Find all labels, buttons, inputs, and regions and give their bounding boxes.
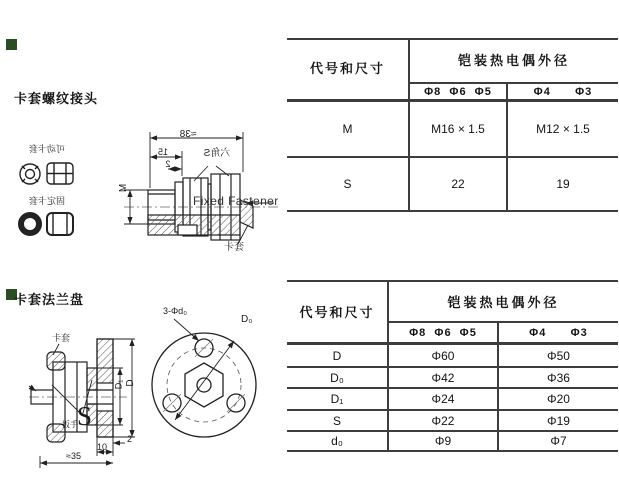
table-value: Φ42 bbox=[431, 370, 455, 385]
flange-section-heading: 卡套法兰盘 bbox=[14, 292, 85, 307]
dim-thread-label: M bbox=[118, 183, 129, 193]
joint-table bbox=[287, 38, 618, 212]
flange-front-view bbox=[148, 303, 283, 463]
row-label: D₀ bbox=[330, 370, 344, 385]
table-value: M12 × 1.5 bbox=[536, 122, 590, 136]
table-value: Φ22 bbox=[431, 413, 455, 428]
movable-ferrule-label: 可动卡套 bbox=[29, 144, 66, 154]
subheader-diameters-left: Φ8 Φ6 Φ5 bbox=[424, 85, 492, 98]
dim-lip-label: 2 bbox=[127, 434, 133, 444]
dim-total-width-label: ≈38 bbox=[179, 129, 197, 140]
joint-section-heading: 卡套螺纹接头 bbox=[14, 91, 99, 106]
fixed-ferrule-label: 固定卡套 bbox=[29, 196, 66, 206]
table-value: Φ36 bbox=[547, 370, 570, 385]
table-value: 22 bbox=[451, 177, 465, 191]
table-value: Φ50 bbox=[547, 348, 570, 363]
dim-boss-label: D₁ bbox=[113, 379, 124, 390]
table-rule bbox=[287, 210, 618, 212]
group-header-sheath-od: 铠装热电偶外径 bbox=[457, 52, 570, 68]
table-value: Φ9 bbox=[434, 434, 452, 448]
bolt-holes-label: 3-Φd₀ bbox=[163, 306, 187, 316]
subheader-diameters-left: Φ8 Φ6 Φ5 bbox=[409, 326, 477, 339]
wrench-size-letter: S bbox=[77, 401, 93, 431]
flange-face bbox=[152, 333, 256, 437]
table-value: Φ60 bbox=[431, 348, 455, 363]
dim-15-label: 15 bbox=[158, 147, 169, 157]
flange-table bbox=[287, 280, 618, 452]
row-label: D₁ bbox=[330, 392, 344, 406]
hex-flats-label: 六角S bbox=[203, 148, 231, 159]
dimension-lines bbox=[174, 319, 234, 420]
row-label: M bbox=[342, 122, 353, 136]
watermark-text: Fixed Fastener bbox=[193, 194, 279, 208]
row-label: d₀ bbox=[331, 434, 343, 448]
dim-od-label: D bbox=[125, 379, 136, 387]
section-bullet-square bbox=[6, 39, 17, 50]
table-value: Φ19 bbox=[547, 413, 570, 428]
table-value: Φ24 bbox=[431, 392, 455, 406]
col-header-code-size: 代号和尺寸 bbox=[299, 305, 375, 320]
ferrule-callout-label: 卡套 bbox=[52, 333, 71, 343]
dim-2-label: 2 bbox=[165, 159, 171, 169]
row-label: S bbox=[343, 177, 352, 191]
ferrule-callout-label: 卡套 bbox=[224, 242, 244, 253]
subheader-diameters-right: Φ4 Φ3 bbox=[533, 85, 593, 98]
col-header-code-size: 代号和尺寸 bbox=[309, 61, 385, 76]
row-label: D bbox=[332, 348, 342, 363]
table-value: Φ20 bbox=[547, 392, 570, 406]
bolt-circle-label: D₀ bbox=[241, 314, 253, 325]
table-value: M16 × 1.5 bbox=[431, 122, 485, 136]
subheader-diameters-right: Φ4 Φ3 bbox=[529, 326, 588, 339]
table-value: Φ7 bbox=[550, 434, 567, 448]
dim-thickness-label: 10 bbox=[97, 442, 108, 452]
ferrule-parts-icon bbox=[18, 158, 80, 240]
group-header-sheath-od: 铠装热电偶外径 bbox=[447, 295, 560, 310]
table-value: 19 bbox=[556, 177, 570, 191]
dim-total-label: ≈35 bbox=[66, 451, 81, 461]
joint-drawing bbox=[108, 118, 286, 266]
table-rule bbox=[287, 450, 618, 452]
wrench-label: 扳手 bbox=[62, 420, 78, 429]
row-label: S bbox=[332, 413, 341, 428]
